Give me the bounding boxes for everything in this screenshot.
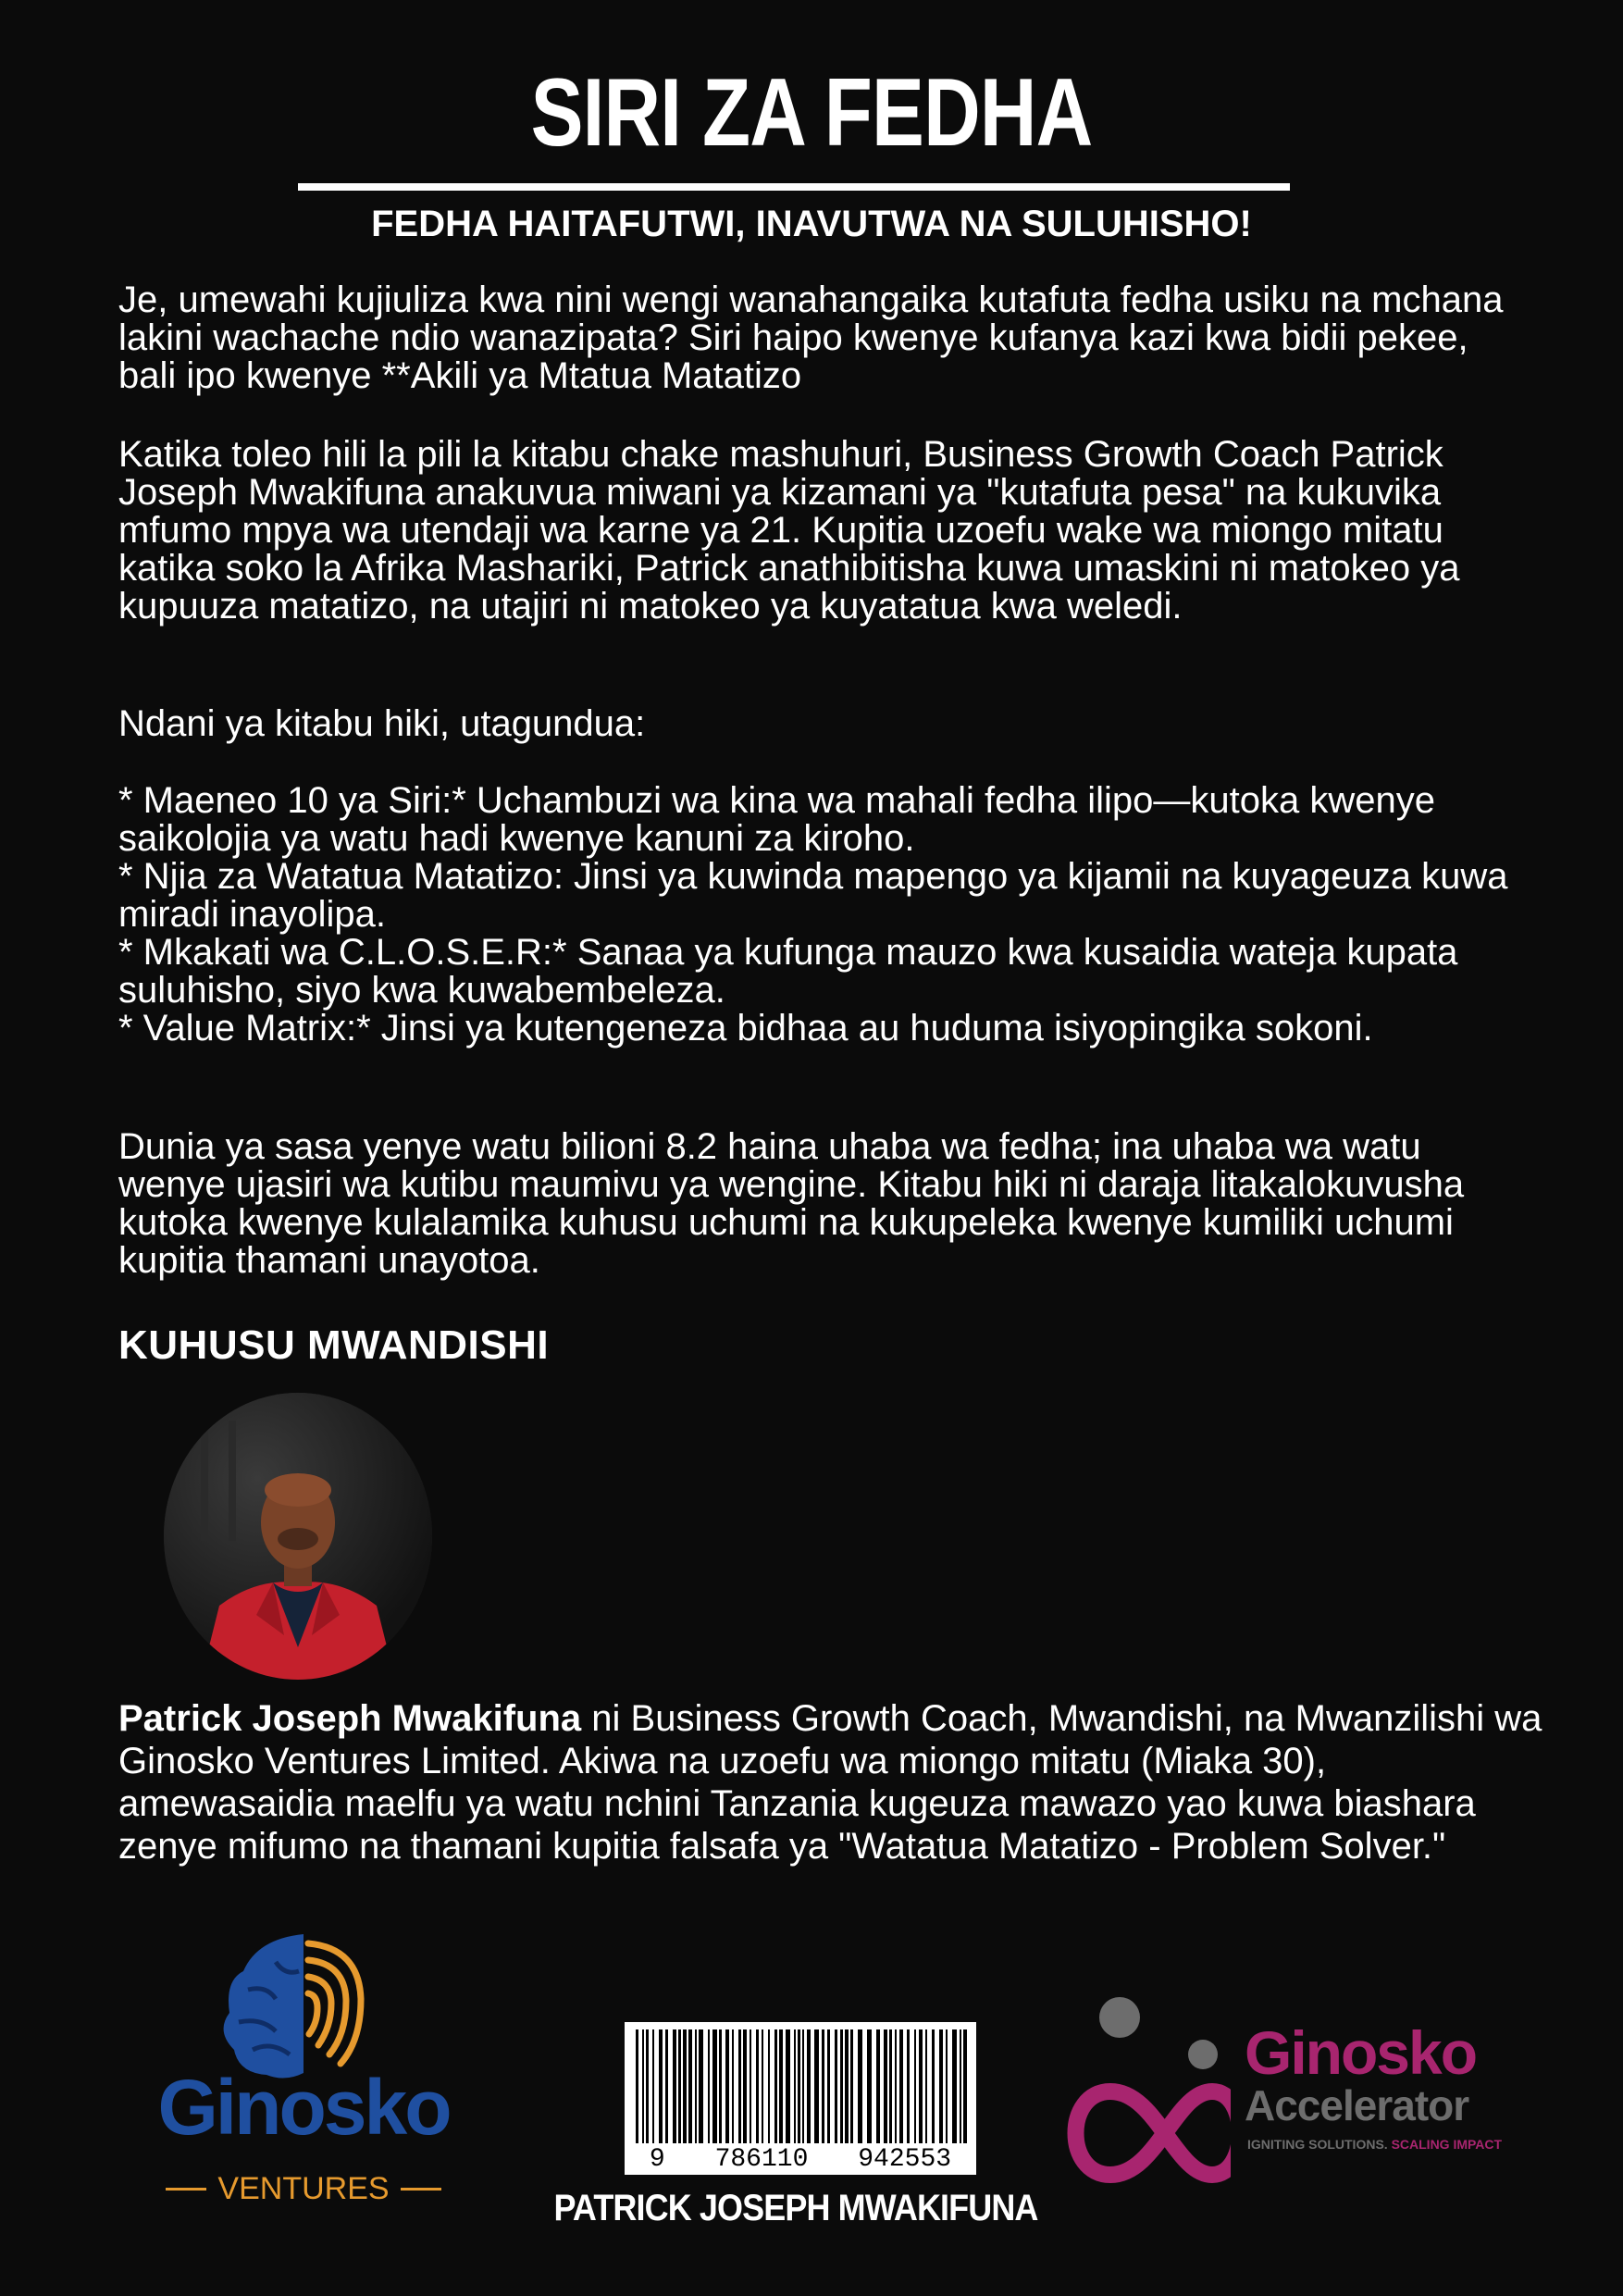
barcode-bar [652, 2029, 654, 2143]
author-bio-name: Patrick Joseph Mwakifuna [118, 1698, 582, 1739]
barcode-bar [840, 2029, 843, 2143]
barcode-bar [659, 2029, 663, 2143]
accelerator-logo-subname: Accelerator [1245, 2081, 1469, 2129]
accelerator-tagline-b: SCALING IMPACT [1391, 2137, 1503, 2152]
footer-author-name: PATRICK JOSEPH MWAKIFUNA [553, 2188, 1038, 2228]
isbn-digits [625, 2143, 976, 2175]
book-subtitle: FEDHA HAITAFUTWI, INAVUTWA NA SULUHISHO! [371, 204, 1252, 244]
barcode-bar [925, 2029, 927, 2143]
barcode-bar [683, 2029, 687, 2143]
isbn-digit-group: 786110 [714, 2144, 809, 2174]
accelerator-tagline-a: IGNITING SOLUTIONS. [1247, 2137, 1388, 2152]
barcode-bar [712, 2029, 717, 2143]
barcode-block [625, 2022, 976, 2175]
barcode-bar [807, 2029, 811, 2143]
list-item: * Value Matrix:* Jinsi ya kutengeneza bidhaa au huduma isiyopingika sokoni. [118, 1008, 1373, 1049]
barcode-bar [636, 2029, 638, 2143]
barcode-bar [889, 2029, 892, 2143]
isbn-barcode [625, 2022, 976, 2175]
barcode-bar [719, 2029, 722, 2143]
barcode-bar [802, 2029, 804, 2143]
barcode-bar [732, 2029, 734, 2143]
barcode-bar [646, 2029, 649, 2143]
ventures-logo-tagline-row [155, 2173, 452, 2204]
list-intro: Ndani ya kitabu hiki, utagundua: [118, 703, 646, 744]
edition-paragraph: Katika toleo hili la pili la kitabu chake mashuhuri, Business Growth Coach Patrick Joseph Mwakifuna anakuvua miwani ya kizamani ya "kutafuta pesa" na kukuvika mfumo mpya wa utendaji wa karne ya 21. Kupitia uzoefu wake wa miongo mitatu katika soko la Afrika Mashariki, Patrick anathibitisha kuwa umaskini ni matokeo ya kupuuza matatizo, na utajiri ni matokeo ya kuyatatua kwa weledi. [118, 434, 1460, 627]
author-photo [164, 1393, 432, 1680]
barcode-bar [919, 2029, 923, 2143]
accelerator-tagline [1247, 2138, 1502, 2151]
barcode-bar [642, 2029, 644, 2143]
barcode-bar [946, 2029, 948, 2143]
ventures-logo-name: Ginosko [157, 2064, 450, 2151]
barcode-bar [963, 2029, 967, 2143]
barcode-bar [907, 2029, 910, 2143]
barcode-bar [774, 2029, 777, 2143]
barcode-bar [899, 2029, 903, 2143]
barcode-bar [743, 2029, 747, 2143]
highlights-list [118, 782, 1525, 1048]
closing-paragraph: Dunia ya sasa yenye watu bilioni 8.2 haina uhaba wa fedha; ina uhaba wa watu wenye ujasiri wa kutibu maumivu ya wengine. Kitabu hiki ni daraja litakalokuvusha kutoka kwenye kulalamika kuhusu uchumi na kukupeleka kwenye kumiliki uchumi kupitia thamani unayotoa. [118, 1126, 1465, 1281]
barcode-bar [960, 2029, 961, 2143]
barcode-bar [756, 2029, 759, 2143]
title-divider [298, 183, 1290, 191]
ginosko-ventures-logo [137, 1934, 470, 2206]
author-portrait-illustration [164, 1393, 432, 1680]
barcode-bar [932, 2029, 935, 2143]
barcode-bar [827, 2029, 830, 2143]
author-bio-text: ni Business Growth Coach, Mwandishi, na Mwanzilishi wa Ginosko Ventures Limited. Akiwa na uzoefu wa miongo mitatu (Miaka 30), amewasaidia maelfu ya watu nchini Tanzania kugeuza mawazo yao kuwa biashara zenye mifumo na thamani kupitia falsafa ya "Watatua Matatizo - Problem Solver." [118, 1698, 1542, 1867]
barcode-bar [695, 2029, 697, 2143]
author-section-heading: KUHUSU MWANDISHI [118, 1322, 550, 1368]
barcode-bar [850, 2029, 853, 2143]
ventures-logo-tagline: VENTURES [217, 2171, 390, 2206]
barcode-bar [798, 2029, 800, 2143]
barcode-bar [708, 2029, 710, 2143]
barcode-bar [867, 2029, 872, 2143]
barcode-bar [673, 2029, 676, 2143]
barcode-bar [858, 2029, 862, 2143]
barcode-bar [895, 2029, 897, 2143]
isbn-digit-group: 942553 [858, 2144, 952, 2174]
barcode-bar [835, 2029, 837, 2143]
list-item: * Njia za Watatua Matatizo: Jinsi ya kuwinda mapengo ya kijamii na kuyageuza kuwa miradi inayolipa. [118, 856, 1508, 935]
barcode-bar [678, 2029, 681, 2143]
barcode-bar [884, 2029, 887, 2143]
barcode-bar [688, 2029, 692, 2143]
barcode-bar [876, 2029, 880, 2143]
isbn-digit-group: 9 [649, 2144, 665, 2174]
list-item: * Mkakati wa C.L.O.S.E.R:* Sanaa ya kufunga mauzo kwa kusaidia wateja kupata suluhisho, siyo kwa kuwabembeleza. [118, 932, 1458, 1011]
barcode-bar [738, 2029, 741, 2143]
barcode-bar [779, 2029, 783, 2143]
barcode-bar [725, 2029, 729, 2143]
barcode-bar [814, 2029, 819, 2143]
tagline-rule-left [166, 2188, 206, 2191]
barcode-bar [786, 2029, 790, 2143]
barcode-bar [845, 2029, 849, 2143]
barcode-bar [699, 2029, 703, 2143]
tagline-rule-right [401, 2188, 441, 2191]
barcode-bar [939, 2029, 943, 2143]
barcode-bar [914, 2029, 916, 2143]
author-bio [118, 1697, 1543, 1868]
barcode-bar [794, 2029, 796, 2143]
intro-paragraph: Je, umewahi kujiuliza kwa nini wengi wanahangaika kutafuta fedha usiku na mchana lakini wachache ndio wanazipata? Siri haipo kwenye kufanya kazi kwa bidii pekee, bali ipo kwenye **Akili ya Mtatua Matatizo [118, 279, 1504, 396]
ginosko-accelerator-logo [1046, 1990, 1527, 2184]
barcode-bar [665, 2029, 668, 2143]
barcode-bar [768, 2029, 770, 2143]
barcode-bar [822, 2029, 824, 2143]
barcode-bar [762, 2029, 763, 2143]
infinity-people-icon [1046, 1990, 1231, 2184]
book-title: SIRI ZA FEDHA [530, 59, 1093, 167]
accelerator-logo-name: Ginosko [1245, 2018, 1477, 2087]
list-item: * Maeneo 10 ya Siri:* Uchambuzi wa kina wa mahali fedha ilipo—kutoka kwenye saikolojia ya watu hadi kwenye kanuni za kiroho. [118, 780, 1435, 859]
barcode-bar [952, 2029, 957, 2143]
barcode-bars-icon [625, 2022, 976, 2143]
barcode-bar [750, 2029, 751, 2143]
